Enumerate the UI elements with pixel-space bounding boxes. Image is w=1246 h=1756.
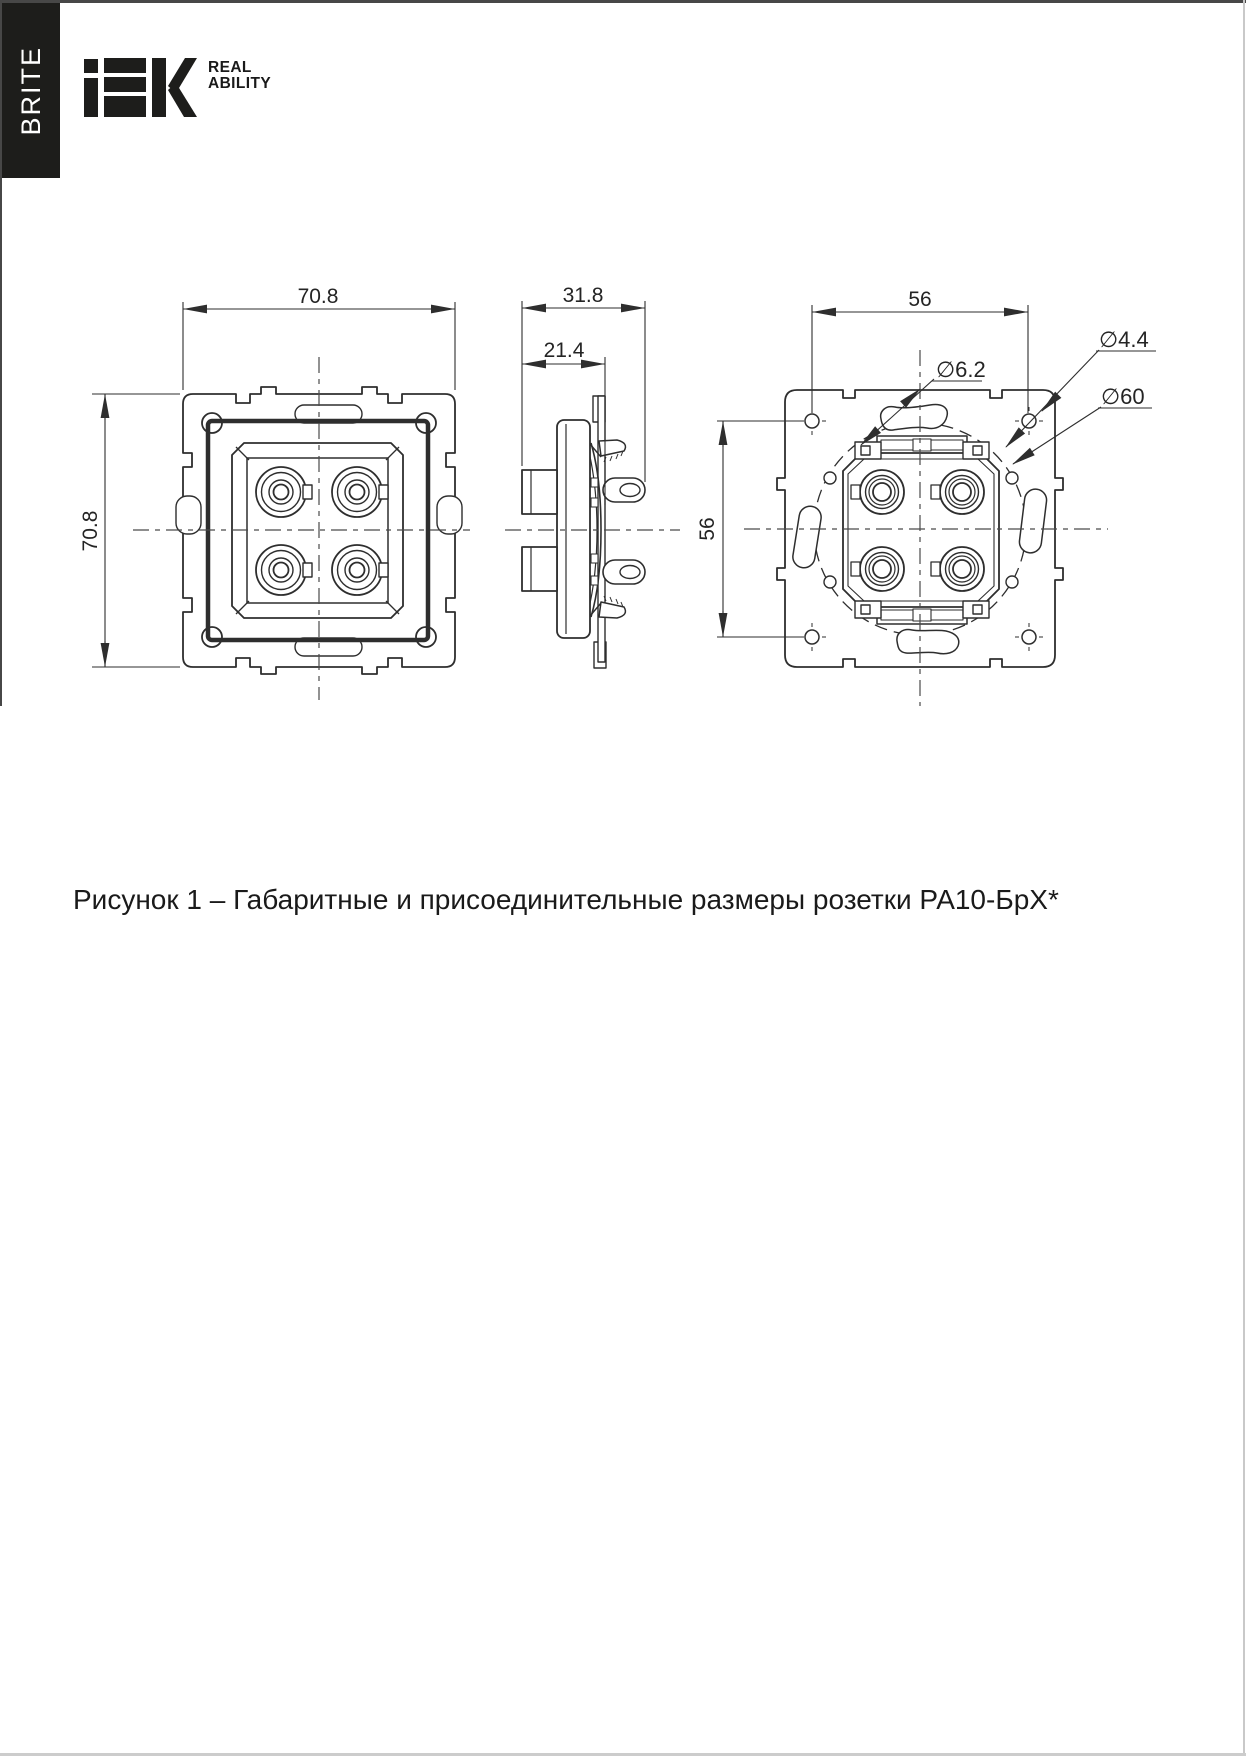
label-screw-hole-diameter: ∅4.4: [1099, 327, 1149, 352]
rear-socket-unit: [843, 436, 999, 624]
front-right-claw: [437, 496, 462, 534]
dim-rear-hole-spacing-h: 56: [908, 288, 932, 311]
tagline-line2: ABILITY: [208, 74, 272, 92]
tagline-line1: REAL: [208, 59, 252, 76]
label-mount-circle-diameter: ∅60: [1101, 384, 1145, 409]
side-view: [505, 284, 680, 668]
dim-front-height: 70.8: [79, 510, 102, 552]
front-view: [79, 285, 470, 700]
side-support-tabs: [603, 478, 645, 584]
rear-view: [696, 288, 1156, 706]
label-slot-diameter: ∅6.2: [936, 357, 986, 382]
front-left-claw: [176, 496, 201, 534]
figure-caption: Рисунок 1 – Габаритные и присоединительные размеры розетки РА10-БрХ*: [73, 884, 1059, 915]
dim-front-width: 70.8: [297, 285, 339, 308]
dim-side-total-depth: 31.8: [562, 284, 604, 307]
dim-rear-hole-spacing-v: 56: [696, 517, 719, 541]
brite-banner-label: BRITE: [15, 45, 46, 136]
dim-side-recess-depth: 21.4: [543, 339, 585, 362]
side-flange: [557, 420, 590, 638]
